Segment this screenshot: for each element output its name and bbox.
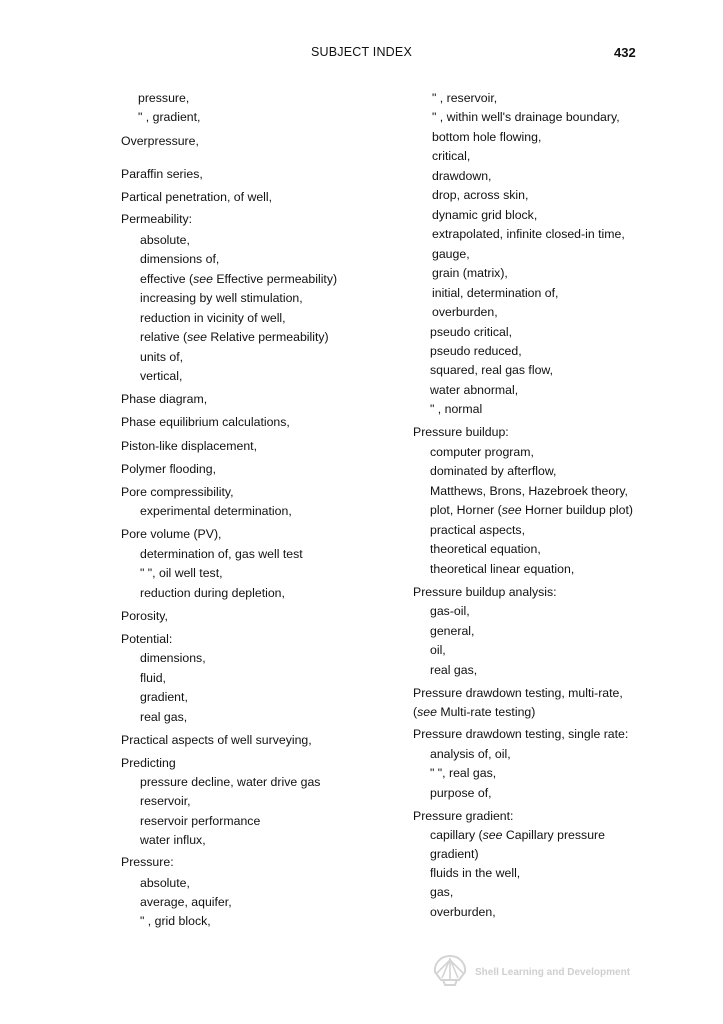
entry-text: Effective permeability) (212, 272, 338, 286)
index-entry: Paraffin series, (121, 167, 203, 181)
index-entry: Phase equilibrium calculations, (121, 415, 290, 429)
index-entry: dimensions, (140, 651, 206, 665)
entry-text: Capillary pressure (502, 828, 605, 842)
entry-text: plot, Horner ( (430, 503, 502, 517)
index-entry: water influx, (140, 833, 206, 847)
index-entry: Pressure buildup: (413, 425, 509, 439)
index-entry: real gas, (140, 710, 188, 724)
index-entry: pressure, (138, 91, 190, 105)
index-entry (413, 705, 535, 720)
index-entry: Piston-like displacement, (121, 439, 258, 453)
index-entry: Matthews, Brons, Hazebroek theory, (430, 484, 628, 498)
index-entry: Permeability: (121, 212, 193, 226)
index-entry: pseudo reduced, (430, 344, 522, 358)
index-entry: bottom hole flowing, (432, 130, 542, 144)
index-entry (430, 828, 605, 843)
index-entry: Practical aspects of well surveying, (121, 733, 312, 747)
index-entry: increasing by well stimulation, (140, 291, 303, 305)
index-entry: pseudo critical, (430, 325, 513, 339)
index-entry: Phase diagram, (121, 392, 208, 406)
index-entry: squared, real gas flow, (430, 363, 554, 377)
index-entry (430, 503, 633, 518)
index-entry: " ", real gas, (430, 766, 497, 780)
index-entry: Porosity, (121, 609, 168, 623)
see-reference: see (501, 503, 522, 517)
index-entry: fluids in the well, (430, 866, 521, 880)
index-entry: average, aquifer, (140, 895, 232, 909)
footer-brand-text: Shell Learning and Development (475, 967, 631, 978)
index-entry: gradient) (430, 847, 479, 861)
index-entry: reservoir, (140, 794, 191, 808)
index-entry: reservoir performance (140, 814, 261, 828)
index-entry: " , normal (430, 402, 483, 416)
index-entry: " ", oil well test, (140, 566, 223, 580)
index-entry: pressure decline, water drive gas (140, 775, 321, 789)
index-entry: grain (matrix), (432, 266, 508, 280)
index-entry: fluid, (140, 671, 166, 685)
index-entry: oil, (430, 643, 446, 657)
entry-text: Horner buildup plot) (521, 503, 634, 517)
index-entry: analysis of, oil, (430, 747, 511, 761)
index-entry: critical, (432, 149, 471, 163)
index-entry: general, (430, 624, 475, 638)
index-entry: gradient, (140, 690, 188, 704)
index-entry: real gas, (430, 663, 478, 677)
see-reference: see (482, 828, 503, 842)
index-entry: practical aspects, (430, 523, 526, 537)
index-entry: Pressure buildup analysis: (413, 585, 557, 599)
index-entry: dynamic grid block, (432, 208, 538, 222)
see-reference: see (193, 272, 213, 286)
index-entry: absolute, (140, 233, 190, 247)
shell-logo-icon (432, 954, 468, 986)
index-entry: Pore volume (PV), (121, 527, 222, 541)
index-entry: theoretical equation, (430, 542, 541, 556)
see-reference: see (187, 330, 207, 344)
index-entry: dimensions of, (140, 252, 220, 266)
index-entry: " , within well's drainage boundary, (432, 110, 620, 124)
index-entry: overburden, (430, 905, 496, 919)
index-entry: Pressure gradient: (413, 809, 514, 823)
entry-text: effective ( (140, 272, 194, 286)
see-reference: see (417, 705, 437, 719)
index-entry: determination of, gas well test (140, 547, 303, 561)
index-entry: Pore compressibility, (121, 485, 234, 499)
index-entry: Predicting (121, 756, 176, 770)
index-entry: purpose of, (430, 786, 492, 800)
index-entry: initial, determination of, (432, 286, 559, 300)
index-entry: computer program, (430, 445, 534, 459)
index-entry: theoretical linear equation, (430, 562, 575, 576)
index-entry: Pressure: (121, 855, 174, 869)
index-entry: gas, (430, 885, 454, 899)
index-entry: extrapolated, infinite closed-in time, (432, 227, 625, 241)
index-entry: gauge, (432, 247, 470, 261)
index-entry: vertical, (140, 369, 183, 383)
entry-text: capillary ( (430, 828, 483, 842)
index-entry: Polymer flooding, (121, 462, 217, 476)
index-entry: " , reservoir, (432, 91, 498, 105)
index-entry: absolute, (140, 876, 190, 890)
index-entry (140, 272, 337, 287)
index-entry: water abnormal, (430, 383, 519, 397)
index-entry: " , grid block, (140, 914, 211, 928)
index-entry (140, 330, 329, 345)
index-entry: drawdown, (432, 169, 492, 183)
index-entry: experimental determination, (140, 504, 292, 518)
entry-text: relative ( (140, 330, 188, 344)
entry-text: Multi-rate testing) (436, 705, 536, 719)
index-entry: reduction in vicinity of well, (140, 311, 286, 325)
entry-text: Relative permeability) (206, 330, 329, 344)
index-entry: reduction during depletion, (140, 586, 285, 600)
index-entry: Overpressure, (121, 134, 199, 148)
index-entry: overburden, (432, 305, 498, 319)
header-title: SUBJECT INDEX (310, 45, 412, 59)
index-entry: " , gradient, (138, 110, 201, 124)
entry-text: ( (413, 705, 418, 719)
index-entry: Partical penetration, of well, (121, 190, 273, 204)
index-entry: dominated by afterflow, (430, 464, 557, 478)
index-entry: units of, (140, 350, 184, 364)
index-entry: gas-oil, (430, 604, 470, 618)
index-entry: drop, across skin, (432, 188, 529, 202)
index-entry: Pressure drawdown testing, multi-rate, (413, 686, 623, 700)
page-number: 432 (614, 45, 636, 60)
index-entry: Potential: (121, 632, 173, 646)
index-entry: Pressure drawdown testing, single rate: (413, 727, 629, 741)
